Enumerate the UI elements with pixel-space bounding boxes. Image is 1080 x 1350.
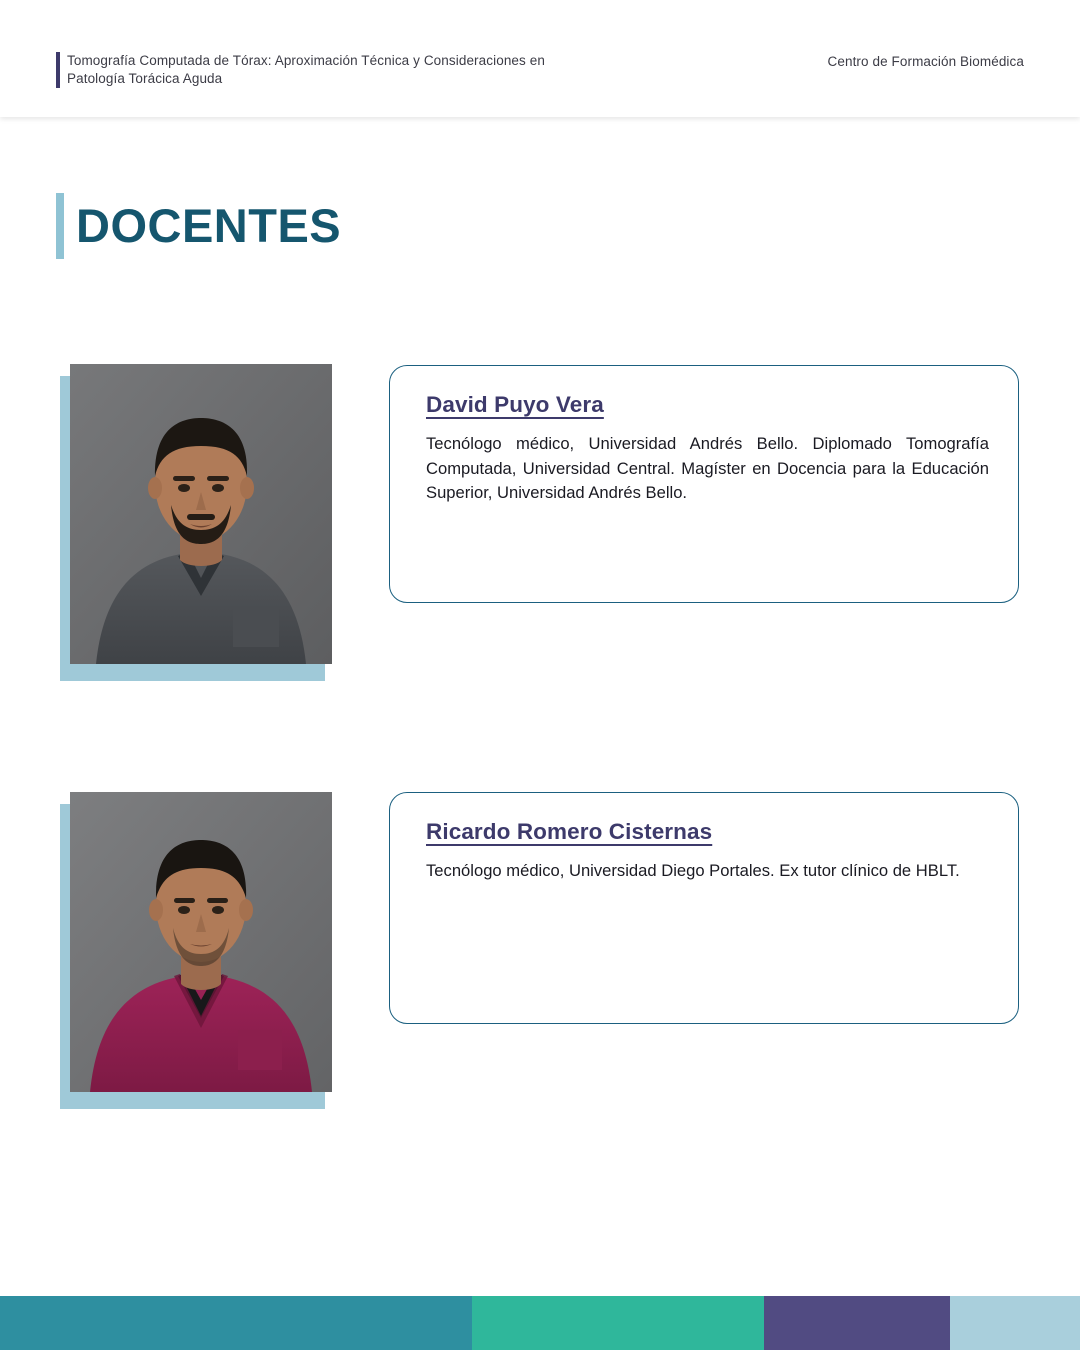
teacher-portrait bbox=[70, 364, 332, 664]
footer-segment-green bbox=[472, 1296, 764, 1350]
footer-segment-teal bbox=[0, 1296, 472, 1350]
header-organization: Centro de Formación Biomédica bbox=[827, 54, 1024, 69]
footer-segment-pale-blue bbox=[950, 1296, 1080, 1350]
header-course-title: Tomografía Computada de Tórax: Aproximación Técnica y Consideraciones en Patología Torácica Aguda bbox=[67, 53, 545, 86]
header-title-group bbox=[56, 52, 587, 88]
page-title-accent-bar bbox=[56, 193, 64, 259]
teacher-photo-frame bbox=[60, 792, 325, 1097]
teacher-info-card bbox=[389, 365, 1019, 603]
teacher-info-card bbox=[389, 792, 1019, 1024]
teacher-description: Tecnólogo médico, Universidad Diego Portales. Ex tutor clínico de HBLT. bbox=[426, 861, 960, 880]
teacher-photo-frame bbox=[60, 364, 325, 669]
footer-color-bars bbox=[0, 1296, 1080, 1350]
page-title-group bbox=[56, 193, 341, 259]
teacher-description: Tecnólogo médico, Universidad Andrés Bello. Diplomado Tomografía Computada, Universidad Central. Magíster en Docencia para la Educación Superior, Universidad Andrés Bello. bbox=[426, 434, 989, 502]
slide-header bbox=[0, 0, 1080, 117]
teacher-portrait bbox=[70, 792, 332, 1092]
teacher-name: Ricardo Romero Cisternas bbox=[426, 819, 713, 844]
header-accent-bar bbox=[56, 52, 60, 88]
page-title: DOCENTES bbox=[76, 199, 342, 252]
footer-segment-purple bbox=[764, 1296, 950, 1350]
teacher-name: David Puyo Vera bbox=[426, 392, 604, 417]
header-content bbox=[56, 52, 1024, 88]
